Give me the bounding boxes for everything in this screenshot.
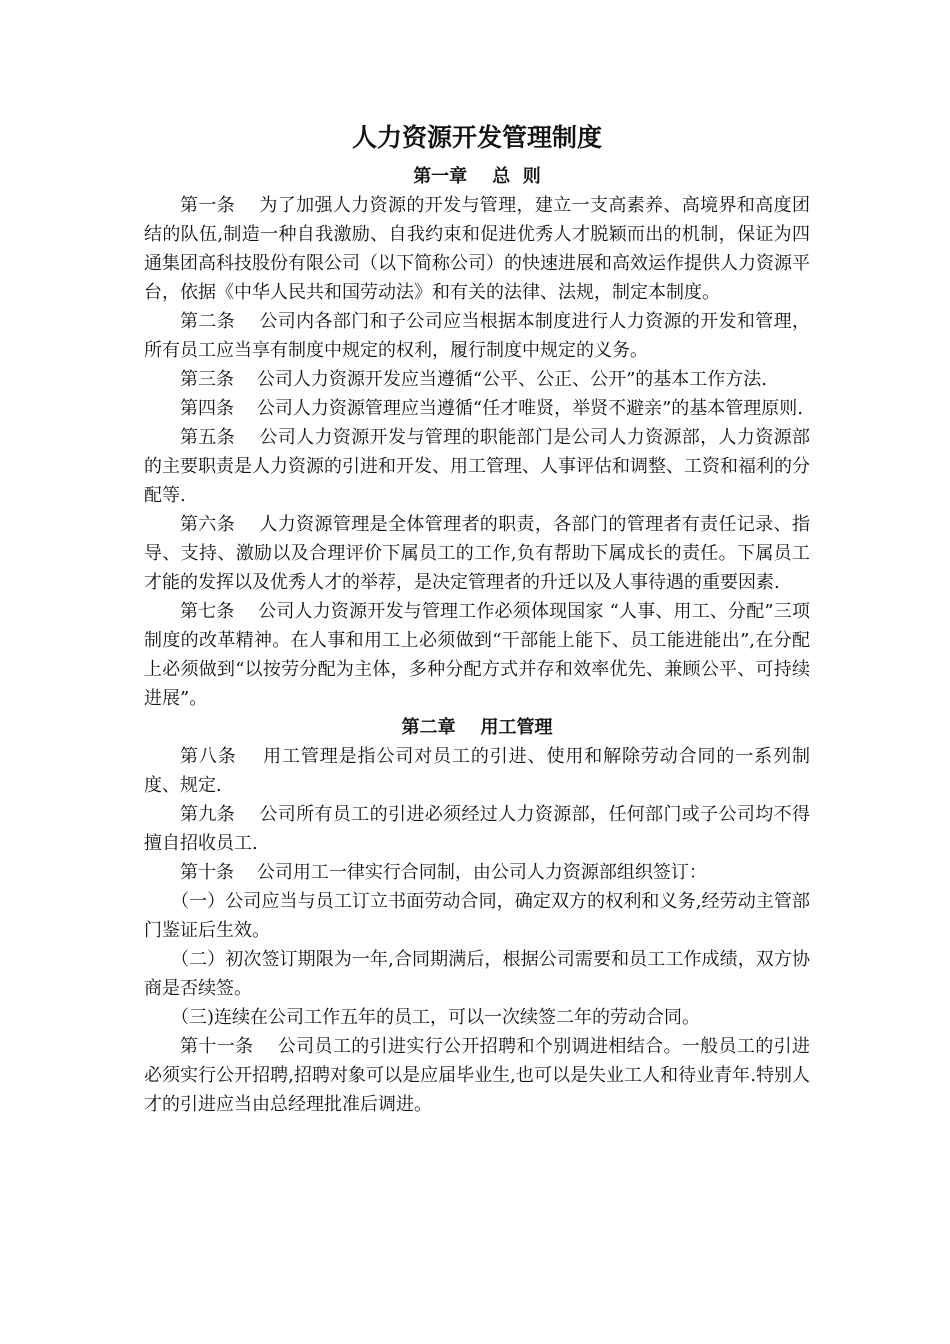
chapter-heading-1: 第一章 总 则 <box>413 166 541 187</box>
article-10-item-2: （二）初次签订期限为一年,合同期满后，根据公司需要和员工工作成绩，双方协商是否续签。 <box>144 949 810 999</box>
article-4: 第四条 公司人力资源管理应当遵循“任才唯贤，举贤不避亲”的基本管理原则. <box>180 398 804 419</box>
article-10-item-3: （三)连续在公司工作五年的员工，可以一次续签二年的劳动合同。 <box>171 1007 701 1028</box>
chapter-heading-2: 第二章 用工管理 <box>401 717 553 738</box>
article-5: 第五条 公司人力资源开发与管理的职能部门是公司人力资源部，人力资源部的主要职责是人力资源的引进和开发、用工管理、人事评估和调整、工资和福利的分配等. <box>144 427 810 506</box>
article-7: 第七条 公司人力资源开发与管理工作必须体现国家 “人事、用工、分配”三项制度的改革精神。在人事和用工上必须做到“干部能上能下、员工能进能出”,在分配上必须做到“以按劳分配为主体，多种分配方式并存和效率优先、兼顾公平、可持续进展”。 <box>144 601 810 709</box>
article-10: 第十条 公司用工一律实行合同制，由公司人力资源部组织签订： <box>180 862 707 883</box>
article-2: 第二条 公司内各部门和子公司应当根据本制度进行人力资源的开发和管理，所有员工应当享有制度中规定的权利，履行制度中规定的义务。 <box>144 311 810 361</box>
article-8: 第八条 用工管理是指公司对员工的引进、使用和解除劳动合同的一系列制度、规定. <box>144 746 810 796</box>
document-body <box>144 118 810 1119</box>
article-11: 第十一条 公司员工的引进实行公开招聘和个别调进相结合。一般员工的引进必须实行公开招聘,招聘对象可以是应届毕业生,也可以是失业工人和待业青年.特别人才的引进应当由总经理批准后调进。 <box>144 1036 810 1115</box>
document-title: 人力资源开发管理制度 <box>351 123 602 152</box>
article-6: 第六条 人力资源管理是全体管理者的职责，各部门的管理者有责任记录、指导、支持、激励以及合理评价下属员工的工作,负有帮助下属成长的责任。下属员工才能的发挥以及优秀人才的举荐，是决定管理者的升迁以及人事待遇的重要因素. <box>144 514 810 593</box>
article-3: 第三条 公司人力资源开发应当遵循“公平、公正、公开”的基本工作方法. <box>180 369 768 390</box>
article-9: 第九条 公司所有员工的引进必须经过人力资源部，任何部门或子公司均不得擅自招收员工. <box>144 804 810 854</box>
article-1: 第一条 为了加强人力资源的开发与管理，建立一支高素养、高境界和高度团结的队伍,制造一种自我激励、自我约束和促进优秀人才脱颖而出的机制，保证为四通集团高科技股份有限公司（以下简称公司）的快速进展和高效运作提供人力资源平台，依据《中华人民共和国劳动法》和有关的法律、法规，制定本制度。 <box>144 195 810 303</box>
article-10-item-1: （一）公司应当与员工订立书面劳动合同，确定双方的权利和义务,经劳动主管部门鉴证后生效。 <box>144 891 810 941</box>
